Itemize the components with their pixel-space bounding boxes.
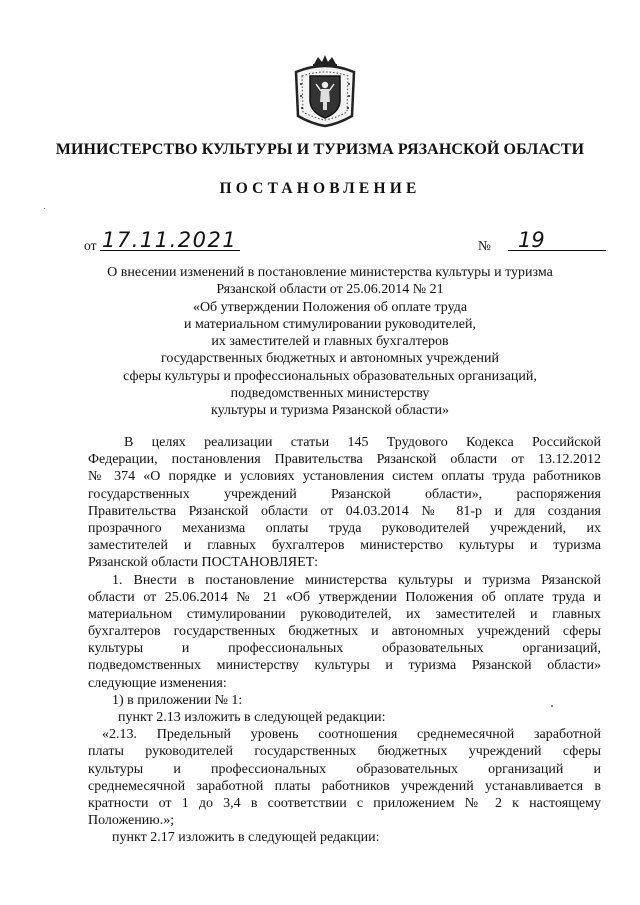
body-line: кратности от 1 до 3,4 в соответствии с приложением № 2 к настоящему — [88, 795, 601, 811]
body-line: Правительства Рязанской области от 04.03.2014 № 81-р и для создания — [88, 503, 601, 519]
subject-line: Рязанской области от 25.06.2014 № 21 — [216, 282, 444, 298]
body-line: следующие изменения: — [88, 675, 227, 691]
body-line: заместителей и главных бухгалтеров министерство культуры и туризма — [88, 538, 601, 554]
body-line: 1) в приложении № 1: — [112, 692, 243, 708]
body-line: пункт 2.17 изложить в следующей редакции: — [112, 830, 380, 846]
document-date: 17.11.2021 — [102, 228, 238, 252]
body-line: государственных учреждений Рязанской области», распоряжения — [88, 486, 601, 502]
body-line: Положению.»; — [88, 813, 175, 829]
subject-line: О внесении изменений в постановление министерства культуры и туризма — [107, 265, 553, 280]
margin-mark — [44, 208, 45, 209]
body-line: культуры и профессиональных образовательных организаций, — [88, 641, 601, 657]
document-type-title: ПОСТАНОВЛЕНИЕ — [219, 180, 421, 197]
body-line: платы руководителей государственных бюджетных учреждений сферы — [88, 744, 601, 760]
document-body — [88, 434, 601, 847]
body-line: пункт 2.13 изложить в следующей редакции: — [118, 710, 386, 725]
body-line: материальном стимулировании руководителей, их заместителей и главных — [88, 606, 601, 622]
number-prefix: № — [478, 238, 491, 253]
body-line: подведомственных министерству культуры и туризма Рязанской области» — [88, 658, 601, 674]
body-line: области от 25.06.2014 № 21 «Об утверждении Положения об оплате труда и — [88, 589, 601, 605]
date-number-line — [84, 230, 604, 256]
date-prefix: от — [84, 238, 97, 253]
document-subject — [60, 264, 600, 420]
body-line: среднемесячной заработной платы работников учреждений устанавливается в — [88, 778, 601, 794]
body-line: Рязанской области ПОСТАНОВЛЯЕТ: — [88, 555, 319, 571]
scan-dot — [551, 705, 553, 707]
body-line: Федерации, постановления Правительства Рязанской области от 13.12.2012 — [88, 452, 601, 468]
subject-line: государственных бюджетных и автономных учреждений — [160, 351, 500, 367]
body-line: В целях реализации статьи 145 Трудового Кодекса Российской — [124, 435, 601, 450]
organization-title: МИНИСТЕРСТВО КУЛЬТУРЫ И ТУРИЗМА РЯЗАНСКОЙ ОБЛАСТИ — [55, 141, 585, 158]
subject-line: культуры и туризма Рязанской области» — [211, 403, 449, 419]
subject-line: «Об утверждении Положения об оплате труда — [192, 299, 468, 315]
body-line: «2.13. Предельный уровень соотношения среднемесячной заработной — [102, 727, 601, 743]
subject-line: подведомственных министерству — [230, 386, 430, 402]
date-underline — [100, 250, 240, 251]
subject-line: сферы культуры и профессиональных образовательных организаций, — [123, 368, 537, 384]
body-line: прозрачного механизма оплаты труда руководителей учреждений, их — [88, 520, 601, 536]
number-underline — [508, 250, 606, 251]
body-line: культуры и профессиональных образовательных организаций и — [88, 761, 601, 777]
subject-line: их заместителей и главных бухгалтеров — [211, 334, 449, 350]
coat-of-arms-emblem — [292, 54, 358, 128]
document-number: 19 — [518, 228, 545, 252]
subject-line: и материальном стимулировании руководителей, — [183, 316, 477, 332]
body-line: № 374 «О порядке и условиях установления систем оплаты труда работников — [88, 469, 601, 485]
body-line: бухгалтеров государственных бюджетных и автономных учреждений сферы — [88, 624, 601, 640]
body-line: 1. Внести в постановление министерства культуры и туризма Рязанской — [112, 572, 601, 588]
